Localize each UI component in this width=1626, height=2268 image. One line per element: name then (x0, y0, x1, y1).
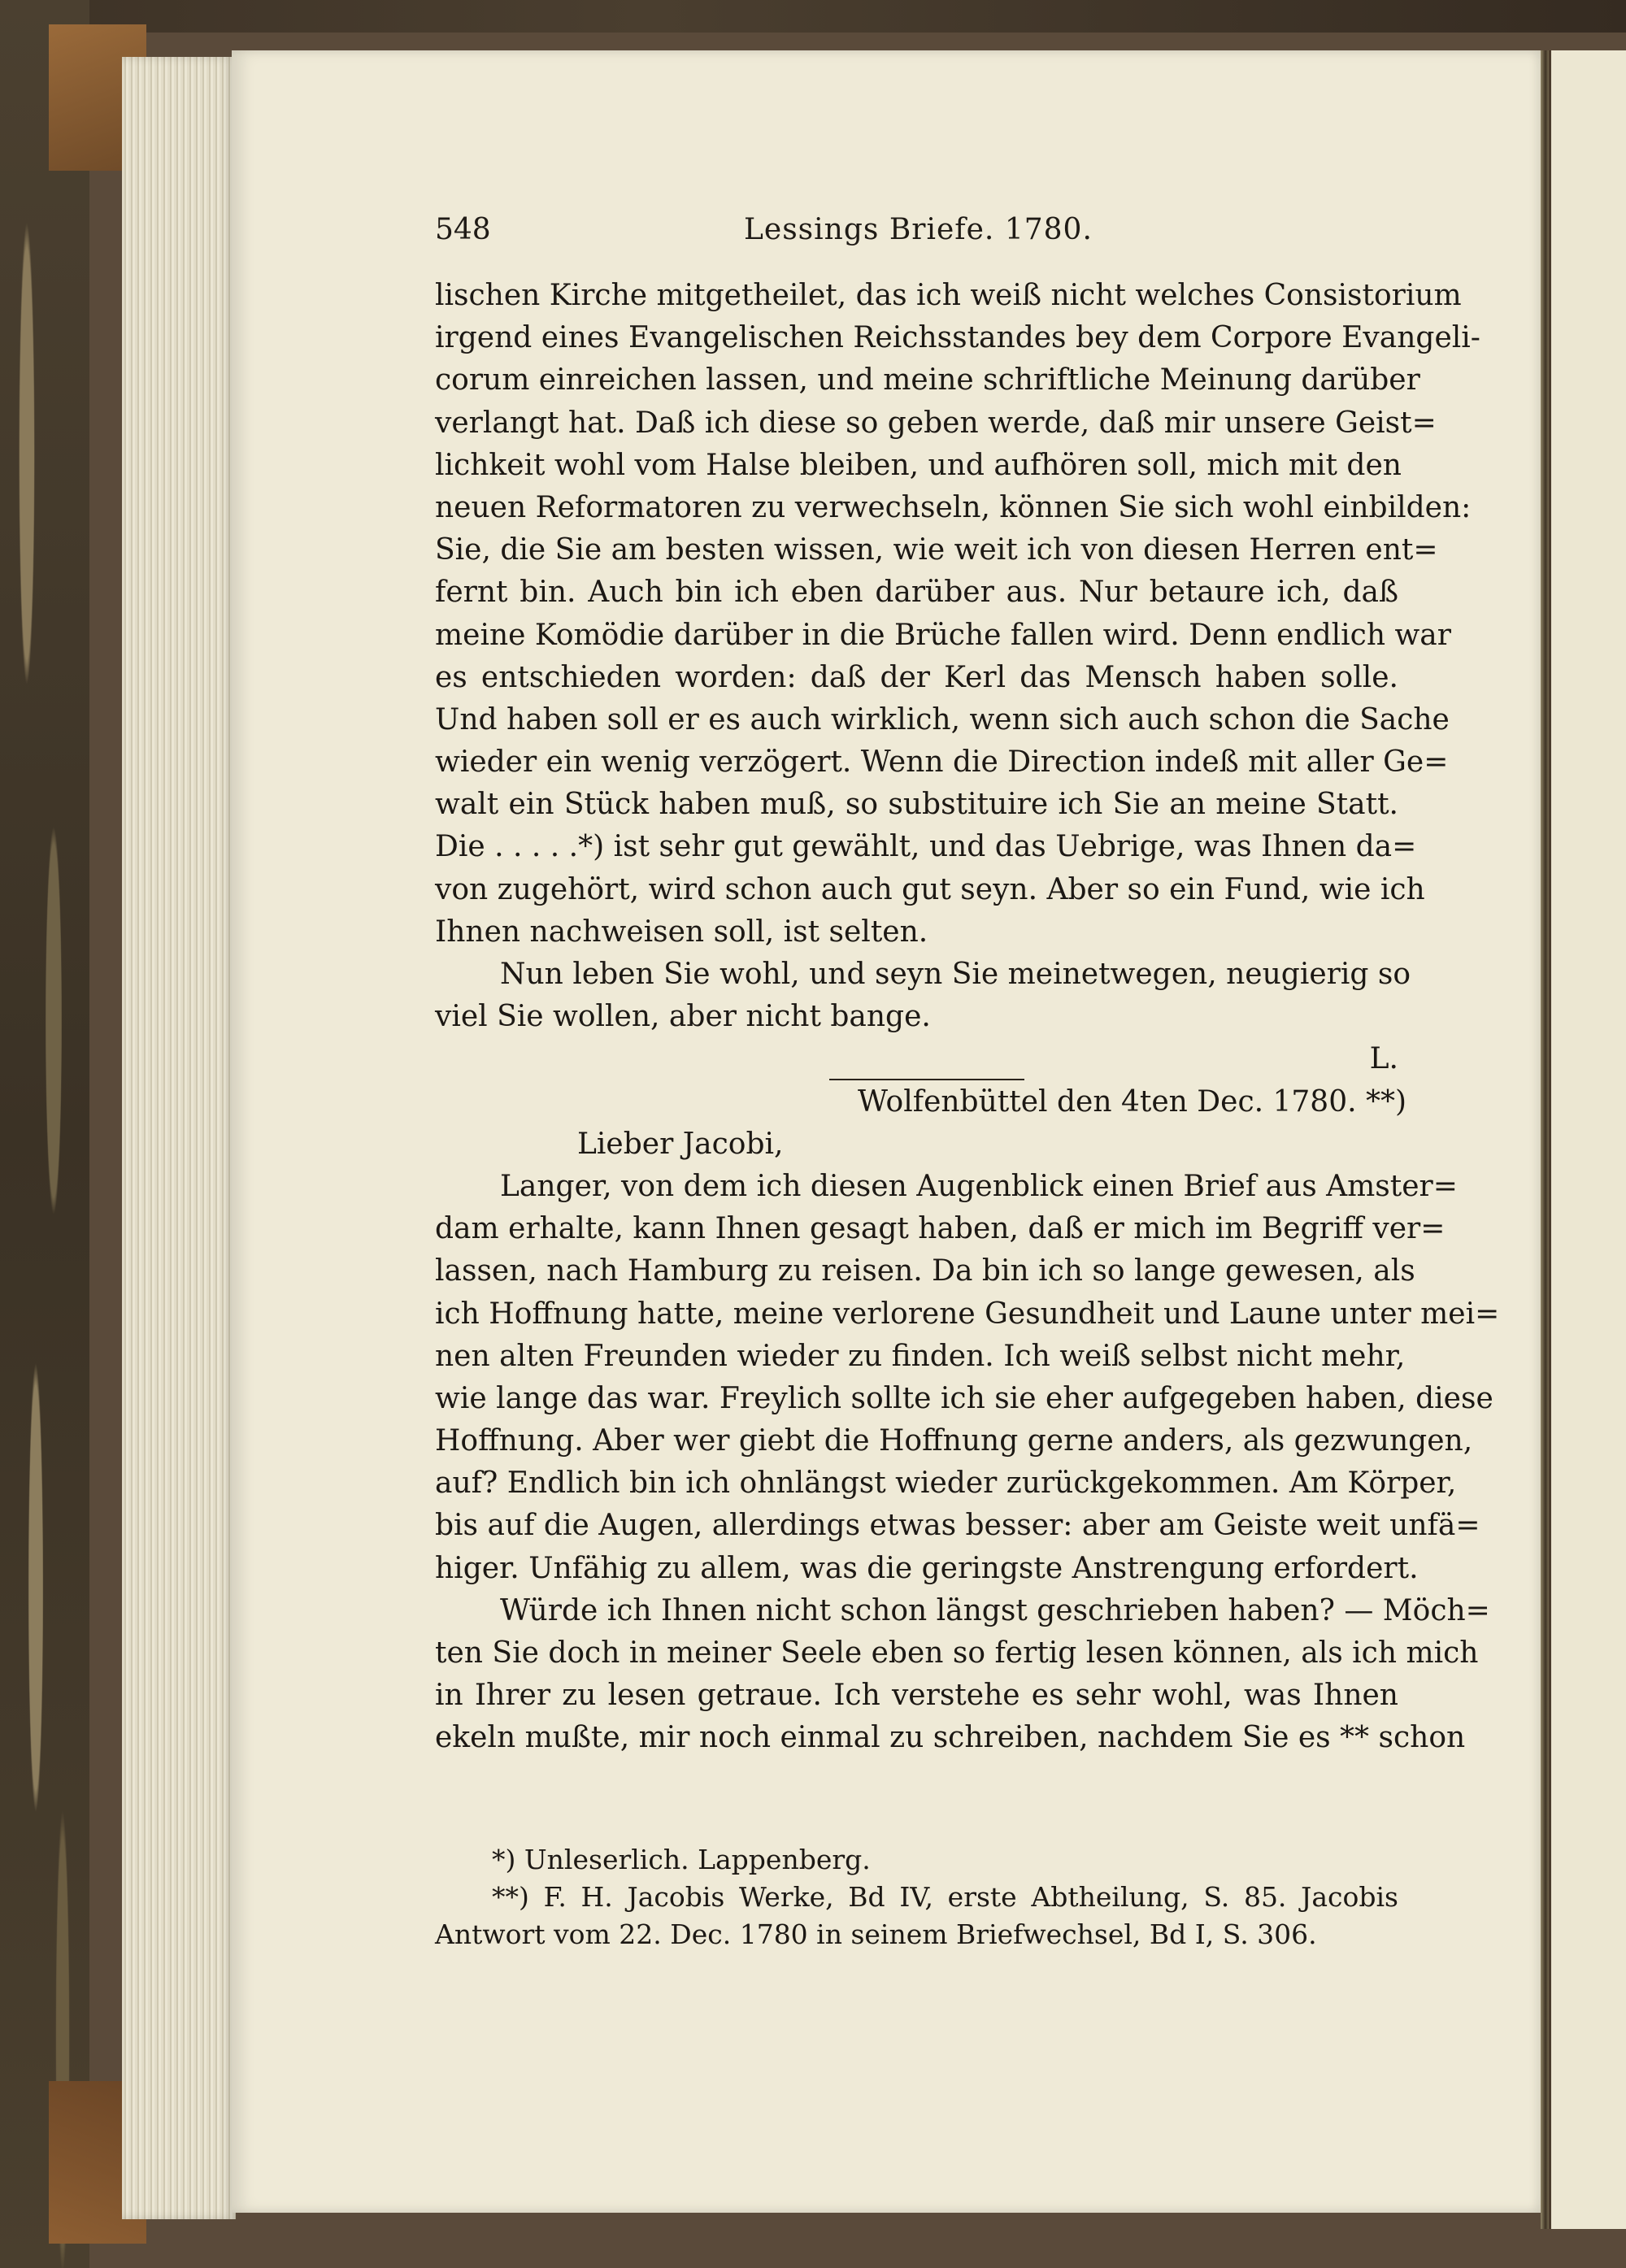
text-line: Langer, von dem ich diesen Augenblick einen Brief aus Amster= (500, 1169, 1458, 1203)
top-cover-strip (0, 0, 1626, 33)
text-line: ten Sie doch in meiner Seele eben so fertig lesen können, als ich mich (435, 1636, 1479, 1670)
text-line: verlangt hat. Daß ich diese so geben werde, daß mir unsere Geist= (435, 406, 1437, 440)
footnotes (435, 1841, 1398, 1953)
text-line: Ihnen nachweisen soll, ist selten. (435, 915, 928, 949)
text-line: Hoffnung. Aber wer giebt die Hoffnung gerne anders, als gezwungen, (435, 1424, 1473, 1458)
footnote: Antwort vom 22. Dec. 1780 in seinem Briefwechsel, Bd I, S. 306. (435, 1918, 1317, 1950)
text-line: Die . . . . .*) ist sehr gut gewählt, und das Uebrige, was Ihnen da= (435, 830, 1417, 864)
marbled-cover (0, 0, 89, 2268)
text-line: Nun leben Sie wohl, und seyn Sie meinetwegen, neugierig so (500, 958, 1411, 991)
page-number: 548 (435, 213, 491, 246)
text-line: viel Sie wollen, aber nicht bange. (435, 1000, 931, 1034)
text-line: irgend eines Evangelischen Reichsstandes bey dem Corpore Evangeli- (435, 321, 1480, 355)
salutation: Lieber Jacobi, (577, 1127, 784, 1161)
page-header (435, 213, 1110, 262)
signature: L. (1369, 1042, 1398, 1076)
footnote: *) Unleserlich. Lappenberg. (492, 1844, 871, 1875)
text-line: in Ihrer zu lesen getraue. Ich verstehe es sehr wohl, was Ihnen (435, 1679, 1398, 1713)
text-line: Würde ich Ihnen nicht schon längst geschrieben haben? — Möch= (500, 1593, 1490, 1627)
text-line: lichkeit wohl vom Halse bleiben, und aufhören soll, mich mit den (435, 448, 1402, 482)
facing-page-edge (1549, 50, 1626, 2229)
text-line: Sie, die Sie am besten wissen, wie weit ich von diesen Herren ent= (435, 533, 1438, 567)
text-line: lassen, nach Hamburg zu reisen. Da bin ich so lange gewesen, als (435, 1254, 1415, 1288)
text-line: fernt bin. Auch bin ich eben darüber aus. Nur betaure ich, daß (435, 576, 1398, 610)
text-line: corum einreichen lassen, und meine schriftliche Meinung darüber (435, 363, 1420, 398)
text-line: meine Komödie darüber in die Brüche fallen wird. Denn endlich war (435, 618, 1451, 652)
text-line: walt ein Stück haben muß, so substituire ich Sie an meine Statt. (435, 788, 1398, 822)
page-block-edges (122, 57, 236, 2219)
text-line: Und haben soll er es auch wirklich, wenn sich auch schon die Sache (435, 702, 1450, 736)
text-line: auf? Endlich bin ich ohnlängst wieder zurückgekommen. Am Körper, (435, 1466, 1457, 1501)
text-line: higer. Unfähig zu allem, was die geringste Anstrengung erfordert. (435, 1551, 1419, 1585)
section-divider (829, 1079, 1024, 1080)
text-line: wie lange das war. Freylich sollte ich sie eher aufgegeben haben, diese (435, 1381, 1493, 1415)
footnote: **) F. H. Jacobis Werke, Bd IV, erste Abtheilung, S. 85. Jacobis (492, 1881, 1398, 1913)
text-line: ekeln mußte, mir noch einmal zu schreiben, nachdem Sie es ** schon (435, 1721, 1466, 1755)
text-line: bis auf die Augen, allerdings etwas besser: aber am Geiste weit unfä= (435, 1509, 1480, 1543)
text-line: dam erhalte, kann Ihnen gesagt haben, daß er mich im Begriff ver= (435, 1212, 1446, 1246)
text-line: von zugehört, wird schon auch gut seyn. Aber so ein Fund, wie ich (435, 872, 1425, 906)
text-line: ich Hoffnung hatte, meine verlorene Gesundheit und Laune unter mei= (435, 1297, 1500, 1331)
text-line: lischen Kirche mitgetheilet, das ich weiß nicht welches Consistorium (435, 279, 1462, 312)
text-line: es entschieden worden: daß der Kerl das Mensch haben solle. (435, 660, 1398, 694)
text-line: wieder ein wenig verzögert. Wenn die Direction indeß mit aller Ge= (435, 745, 1449, 780)
text-line: neuen Reformatoren zu verwechseln, können Sie sich wohl einbilden: (435, 490, 1472, 524)
page-text (435, 275, 1500, 1760)
running-title: Lessings Briefe. 1780. (744, 213, 1093, 246)
text-line: nen alten Freunden wieder zu finden. Ich weiß selbst nicht mehr, (435, 1339, 1406, 1373)
place-date: Wolfenbüttel den 4ten Dec. 1780. **) (858, 1084, 1407, 1119)
